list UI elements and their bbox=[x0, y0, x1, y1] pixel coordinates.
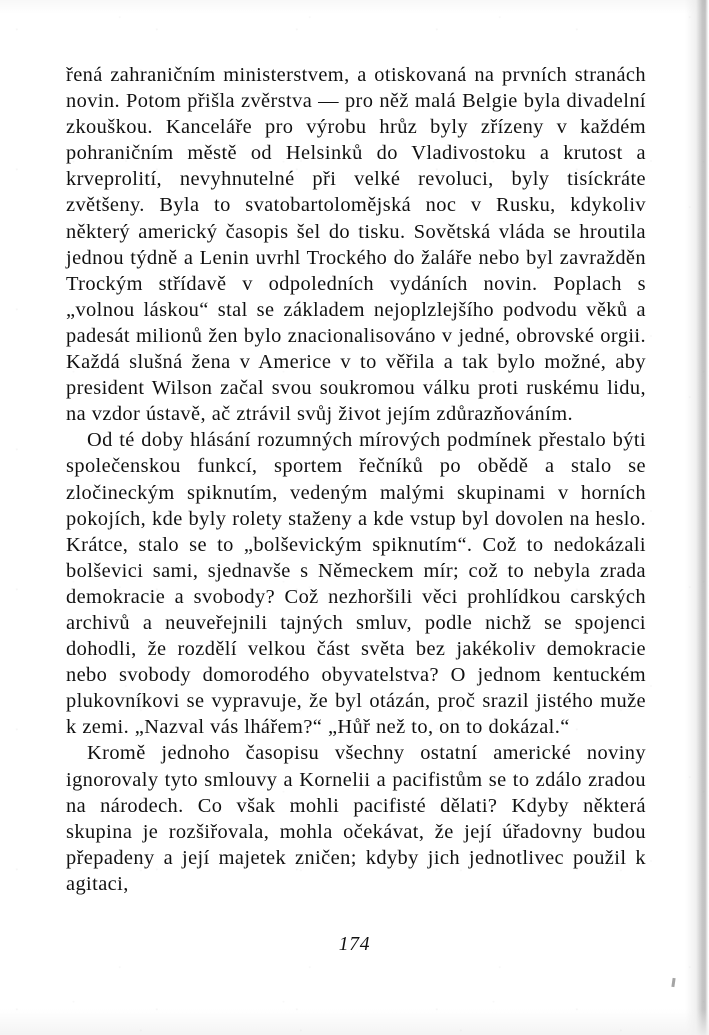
page-top-edge-shading bbox=[0, 0, 709, 14]
paragraph-third: Kromě jednoho časopisu všechny ostatní americké noviny ignorovaly tyto smlouvy a Kornelii a pacifistům se to zdálo zradou na národech. Co však mohli pacifisté dělati? Kdyby některá skupina je rozšiřovala, mohla očekávat, že její úřadovny budou přepadeny a její majetek zničen; kdyby jich jednotlivec použil k agitaci, bbox=[66, 742, 646, 895]
paragraph-second: Od té doby hlásání rozumných mírových podmínek přestalo býti společenskou funkcí, sportem řečníků po obědě a stalo se zločineckým spiknutím, vedeným malými skupinami v horních pokojích, kde byly rolety staženy a kde vstup byl dovolen na heslo. Krátce, stalo se to „bolševickým spiknutím“. Což to nedokázali bolševici sami, sjednavše s Německem mír; což to nebyla zrada demokracie a svobody? Což nezhoršili věci prohlídkou carských archivů a neuveřejnili tajných smluv, podle nichž se spojenci dohodli, že rozdělí velkou část světa bez jakékoliv demokracie nebo svobody domorodého obyvatelstva? O jednom kentuckém plukovníkovi se vypravuje, že byl otázán, proč srazil jistého muže k zemi. „Nazval vás lhářem?“ „Hůř než to, on to dokázal.“ bbox=[66, 429, 646, 739]
scan-speck-artifact bbox=[671, 978, 675, 987]
page-right-edge-shadow bbox=[685, 0, 709, 1035]
page-number: 174 bbox=[338, 934, 371, 955]
page-text-body bbox=[66, 62, 646, 897]
paragraph-continued: řená zahraničním ministerstvem, a otiskovaná na prvních stranách novin. Potom přišla zvěrstva — pro něž malá Belgie byla divadelní zkouškou. Kanceláře pro výrobu hrůz byly zřízeny v každém pohraničním městě od Helsinků do Vladivostoku a krutost a krveprolití, nevyhnutelné při velké revoluci, byly tisíckráte zvětšeny. Byla to svatobartolomějská noc v Rusku, kdykoliv některý americký časopis šel do tisku. Sovětská vláda se hroutila jednou týdně a Lenin uvrhl Trockého do žaláře nebo byl zavražděn Trockým střídavě v odpoledních vydáních novin. Poplach s „volnou láskou“ stal se základem nejoplzlejšího podvodu věků a padesát milionů žen bylo znacionalisováno v jedné, obrovské orgii. Každá slušná žena v Americe v to věřila a tak bylo možné, aby president Wilson začal svou soukromou válku proti ruskému lidu, na vzdor ústavě, ač ztrávil svůj život jejím zdůrazňováním. bbox=[66, 64, 646, 426]
page-bottom-edge-shading bbox=[0, 1009, 709, 1035]
